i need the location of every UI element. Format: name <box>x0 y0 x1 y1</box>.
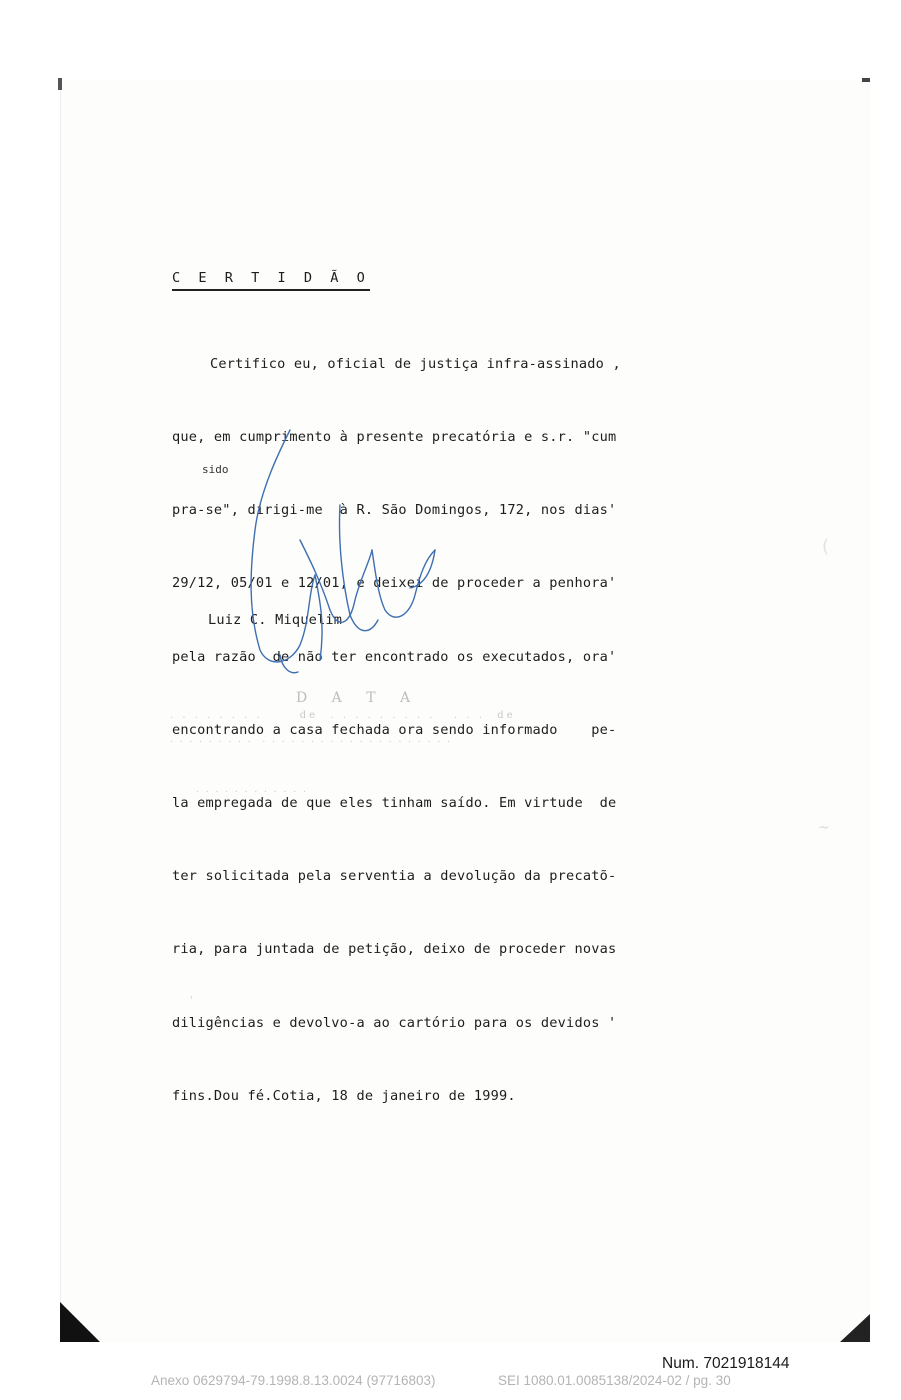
page-corner-shadow <box>60 1302 100 1342</box>
paper-smudge: ' <box>190 995 193 1006</box>
signatory-name: Luiz C. Miquelim <box>208 612 343 628</box>
page-corner-mark <box>862 78 870 82</box>
certidao-heading: C E R T I D Ã O <box>172 270 370 291</box>
body-line: la empregada de que eles tinham saído. Em virtude de <box>172 795 617 812</box>
page-corner-shadow <box>840 1314 870 1342</box>
body-line: diligências e devolvo-a ao cartório para os devidos ' <box>172 1014 617 1031</box>
body-line: 29/12, 05/01 e 12/01, e deixei de proceder a penhora' <box>172 575 617 592</box>
faded-bleed-through: . . . . . . . . . . . . <box>196 785 308 795</box>
inserted-word: sido <box>202 463 229 476</box>
body-line: pela razão de não ter encontrado os executados, ora' <box>172 648 617 665</box>
body-line: pra-se", dirigi-me à R. São Domingos, 172, nos dias' <box>172 502 617 519</box>
faded-bleed-through: . . . . . . . . de . . . . . . . . . . . . de <box>170 710 516 721</box>
body-line: Certifico eu, oficial de justiça infra-assinado , <box>210 355 621 372</box>
handwritten-signature <box>220 410 460 680</box>
body-line: ria, para juntada de petição, deixo de proceder novas <box>172 941 617 958</box>
faded-bleed-through: . . . . . . . . . . . . . . . . . . . . . . . . . . . . . <box>170 735 452 745</box>
body-line: fins.Dou fé.Cotia, 18 de janeiro de 1999. <box>172 1087 516 1104</box>
annex-reference: Anexo 0629794-79.1998.8.13.0024 (97716803) <box>151 1373 436 1388</box>
body-line: encontrando a casa fechada ora sendo informado pe- <box>172 721 617 738</box>
document-number: Num. 7021918144 <box>662 1355 790 1372</box>
faded-stamp-title: D A T A <box>296 690 421 706</box>
body-line: que, em cumprimento à presente precatória e s.r. "cum <box>172 429 617 446</box>
page-corner-mark <box>58 78 62 90</box>
sei-reference: SEI 1080.01.0085138/2024-02 / pg. 30 <box>498 1373 731 1388</box>
paper-smudge: ( <box>822 536 830 557</box>
paper-smudge: ~ <box>818 820 830 836</box>
body-line: ter solicitada pela serventia a devolução da precatõ- <box>172 868 617 885</box>
